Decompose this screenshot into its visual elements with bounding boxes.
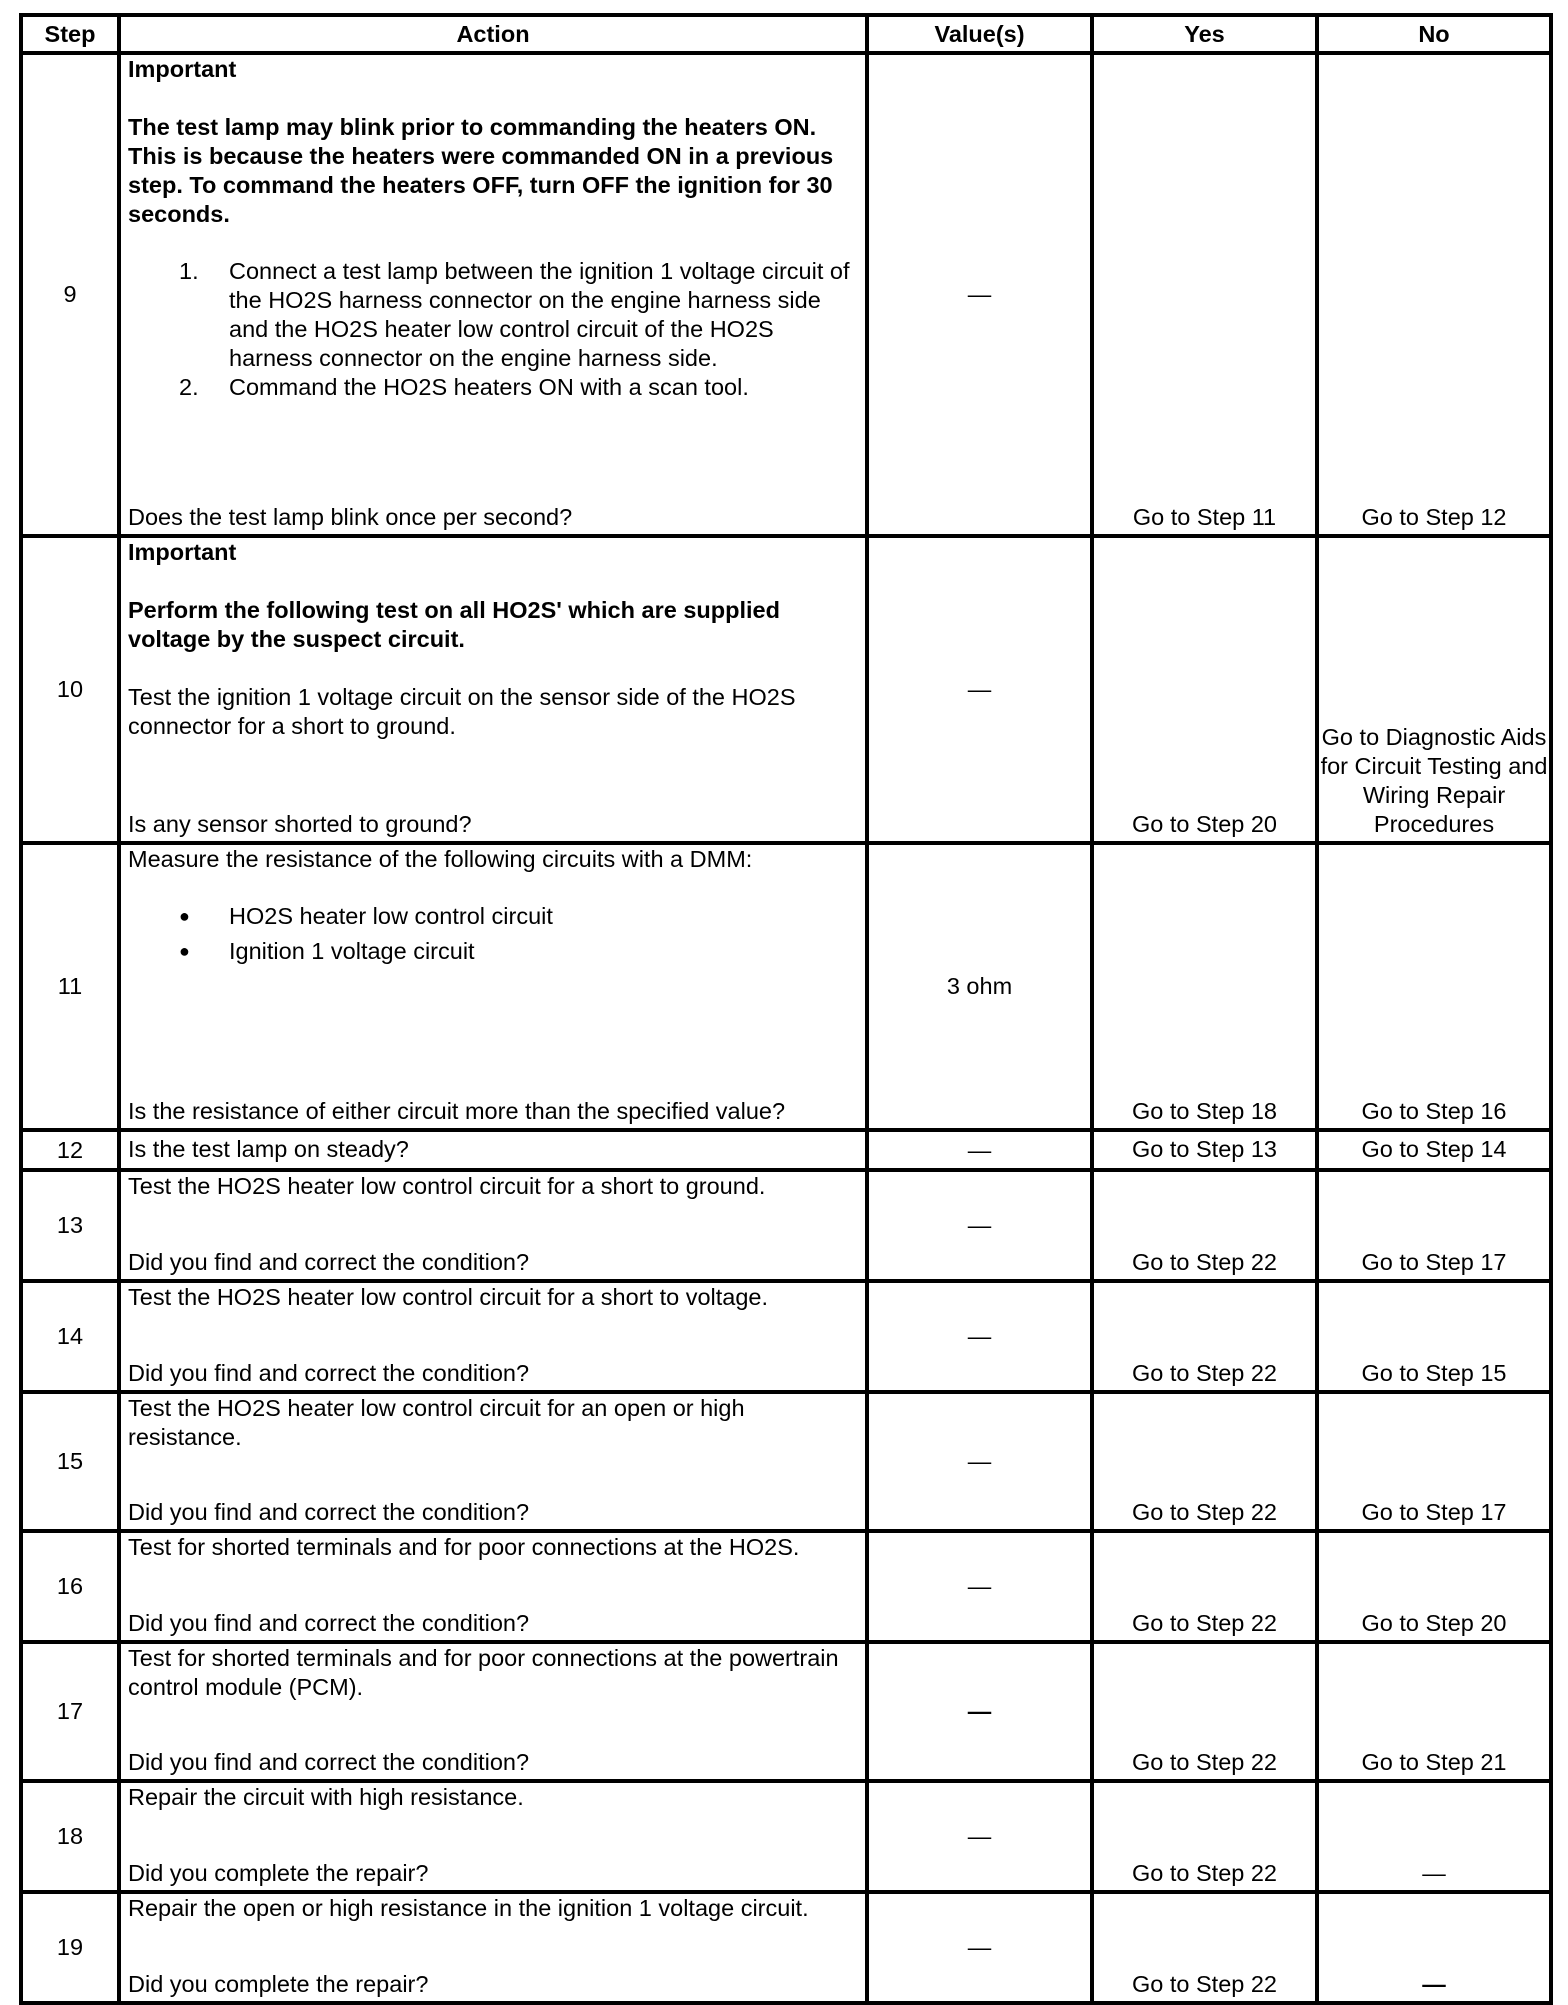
question-text: Is any sensor shorted to ground? — [128, 811, 472, 837]
value-cell: — — [867, 1892, 1092, 2003]
table-row — [21, 1531, 1551, 1642]
yes-cell: Go to Step 11 — [1092, 53, 1317, 536]
question-text: Did you find and correct the condition? — [128, 1749, 530, 1775]
header-action: Action — [119, 15, 867, 53]
value-cell: 3 ohm — [867, 843, 1092, 1130]
list-text: Command the HO2S heaters ON with a scan tool. — [229, 374, 749, 400]
question-text: Did you find and correct the condition? — [128, 1610, 530, 1636]
no-cell: Go to Step 20 — [1317, 1531, 1551, 1642]
action-text: Measure the resistance of the following circuits with a DMM: — [128, 846, 753, 872]
action-cell — [119, 1531, 867, 1642]
no-cell: Go to Step 17 — [1317, 1170, 1551, 1281]
list-item — [128, 257, 857, 373]
no-cell: — — [1317, 1892, 1551, 2003]
yes-cell: Go to Step 22 — [1092, 1642, 1317, 1781]
question-text: Did you complete the repair? — [128, 1860, 429, 1886]
yes-cell: Go to Step 22 — [1092, 1531, 1317, 1642]
step-number: 12 — [21, 1130, 119, 1170]
question-text: Did you complete the repair? — [128, 1971, 429, 1997]
table-row — [21, 1781, 1551, 1892]
list-item — [128, 902, 857, 931]
step-number: 16 — [21, 1531, 119, 1642]
question-text: Did you find and correct the condition? — [128, 1499, 530, 1525]
yes-cell: Go to Step 22 — [1092, 1281, 1317, 1392]
action-cell — [119, 1892, 867, 2003]
table-row — [21, 1392, 1551, 1531]
header-no: No — [1317, 15, 1551, 53]
table-row — [21, 1892, 1551, 2003]
value-cell: — — [867, 1642, 1092, 1781]
action-text: Test the HO2S heater low control circuit for an open or high resistance. — [128, 1395, 745, 1450]
yes-cell: Go to Step 13 — [1092, 1130, 1317, 1170]
bullet-icon: ● — [179, 941, 190, 961]
step-number: 15 — [21, 1392, 119, 1531]
table-row — [21, 1642, 1551, 1781]
header-yes: Yes — [1092, 15, 1317, 53]
action-text: Test for shorted terminals and for poor connections at the HO2S. — [128, 1534, 800, 1560]
yes-cell: Go to Step 22 — [1092, 1392, 1317, 1531]
action-cell — [119, 1392, 867, 1531]
value-cell: — — [867, 53, 1092, 536]
step-number: 13 — [21, 1170, 119, 1281]
table-row — [21, 1281, 1551, 1392]
action-text: Test for shorted terminals and for poor connections at the powertrain control module (PCM). — [128, 1645, 839, 1700]
no-cell: Go to Step 15 — [1317, 1281, 1551, 1392]
important-note: The test lamp may blink prior to commanding the heaters ON. This is because the heaters were commanded ON in a previous step. To command the heaters OFF, turn OFF the ignition for 30 seconds. — [128, 114, 834, 227]
important-label: Important — [128, 539, 237, 565]
action-cell — [119, 1781, 867, 1892]
step-number: 18 — [21, 1781, 119, 1892]
value-cell: — — [867, 1281, 1092, 1392]
list-number: 2. — [179, 374, 199, 400]
value-cell: — — [867, 536, 1092, 843]
table-row — [21, 53, 1551, 536]
yes-cell: Go to Step 22 — [1092, 1892, 1317, 2003]
table-row — [21, 536, 1551, 843]
action-text: Test the HO2S heater low control circuit for a short to voltage. — [128, 1284, 769, 1310]
question-text: Did you find and correct the condition? — [128, 1360, 530, 1386]
question-text: Is the resistance of either circuit more than the specified value? — [128, 1098, 786, 1124]
value-cell: — — [867, 1170, 1092, 1281]
action-text: Test the HO2S heater low control circuit for a short to ground. — [128, 1173, 766, 1199]
step-number: 9 — [21, 53, 119, 536]
table-row — [21, 1130, 1551, 1170]
question-text: Does the test lamp blink once per second? — [128, 504, 573, 530]
yes-cell: Go to Step 22 — [1092, 1781, 1317, 1892]
action-text: Repair the circuit with high resistance. — [128, 1784, 524, 1810]
no-cell: Go to Step 21 — [1317, 1642, 1551, 1781]
diagnostic-table-container — [19, 13, 1553, 2005]
action-cell — [119, 53, 867, 536]
action-text: Repair the open or high resistance in the ignition 1 voltage circuit. — [128, 1895, 809, 1921]
list-item — [128, 937, 857, 966]
no-cell: Go to Diagnostic Aids for Circuit Testing and Wiring Repair Procedures — [1317, 536, 1551, 843]
step-number: 14 — [21, 1281, 119, 1392]
no-cell: Go to Step 12 — [1317, 53, 1551, 536]
no-cell: Go to Step 16 — [1317, 843, 1551, 1130]
action-cell — [119, 1170, 867, 1281]
list-text: Connect a test lamp between the ignition 1 voltage circuit of the HO2S harness connector on the engine harness side and the HO2S heater low control circuit of the HO2S harness connector on the engine harness side. — [229, 258, 850, 371]
yes-cell: Go to Step 22 — [1092, 1170, 1317, 1281]
yes-cell: Go to Step 18 — [1092, 843, 1317, 1130]
action-cell — [119, 843, 867, 1130]
value-cell: — — [867, 1531, 1092, 1642]
important-label: Important — [128, 56, 237, 82]
step-number: 19 — [21, 1892, 119, 2003]
diagnostic-step-table — [19, 13, 1553, 2005]
action-text: Test the ignition 1 voltage circuit on the sensor side of the HO2S connector for a short to ground. — [128, 684, 796, 739]
instruction-list — [128, 257, 857, 402]
list-number: 1. — [179, 258, 199, 284]
yes-cell: Go to Step 20 — [1092, 536, 1317, 843]
step-number: 11 — [21, 843, 119, 1130]
important-note: Perform the following test on all HO2S' which are supplied voltage by the suspect circuit. — [128, 597, 780, 652]
bullet-icon: ● — [179, 906, 190, 926]
action-cell — [119, 536, 867, 843]
table-row — [21, 843, 1551, 1130]
action-cell — [119, 1642, 867, 1781]
no-cell: — — [1317, 1781, 1551, 1892]
value-cell: — — [867, 1130, 1092, 1170]
list-item — [128, 373, 857, 402]
table-row — [21, 1170, 1551, 1281]
question-text: Is the test lamp on steady? — [128, 1135, 409, 1162]
list-text: Ignition 1 voltage circuit — [229, 938, 475, 964]
header-row — [21, 15, 1551, 53]
list-text: HO2S heater low control circuit — [229, 903, 553, 929]
step-number: 17 — [21, 1642, 119, 1781]
question-text: Did you find and correct the condition? — [128, 1249, 530, 1275]
action-cell — [119, 1130, 867, 1170]
action-cell — [119, 1281, 867, 1392]
step-number: 10 — [21, 536, 119, 843]
no-cell: Go to Step 14 — [1317, 1130, 1551, 1170]
value-cell: — — [867, 1781, 1092, 1892]
circuit-list — [128, 902, 857, 966]
no-cell: Go to Step 17 — [1317, 1392, 1551, 1531]
header-step: Step — [21, 15, 119, 53]
value-cell: — — [867, 1392, 1092, 1531]
header-values: Value(s) — [867, 15, 1092, 53]
